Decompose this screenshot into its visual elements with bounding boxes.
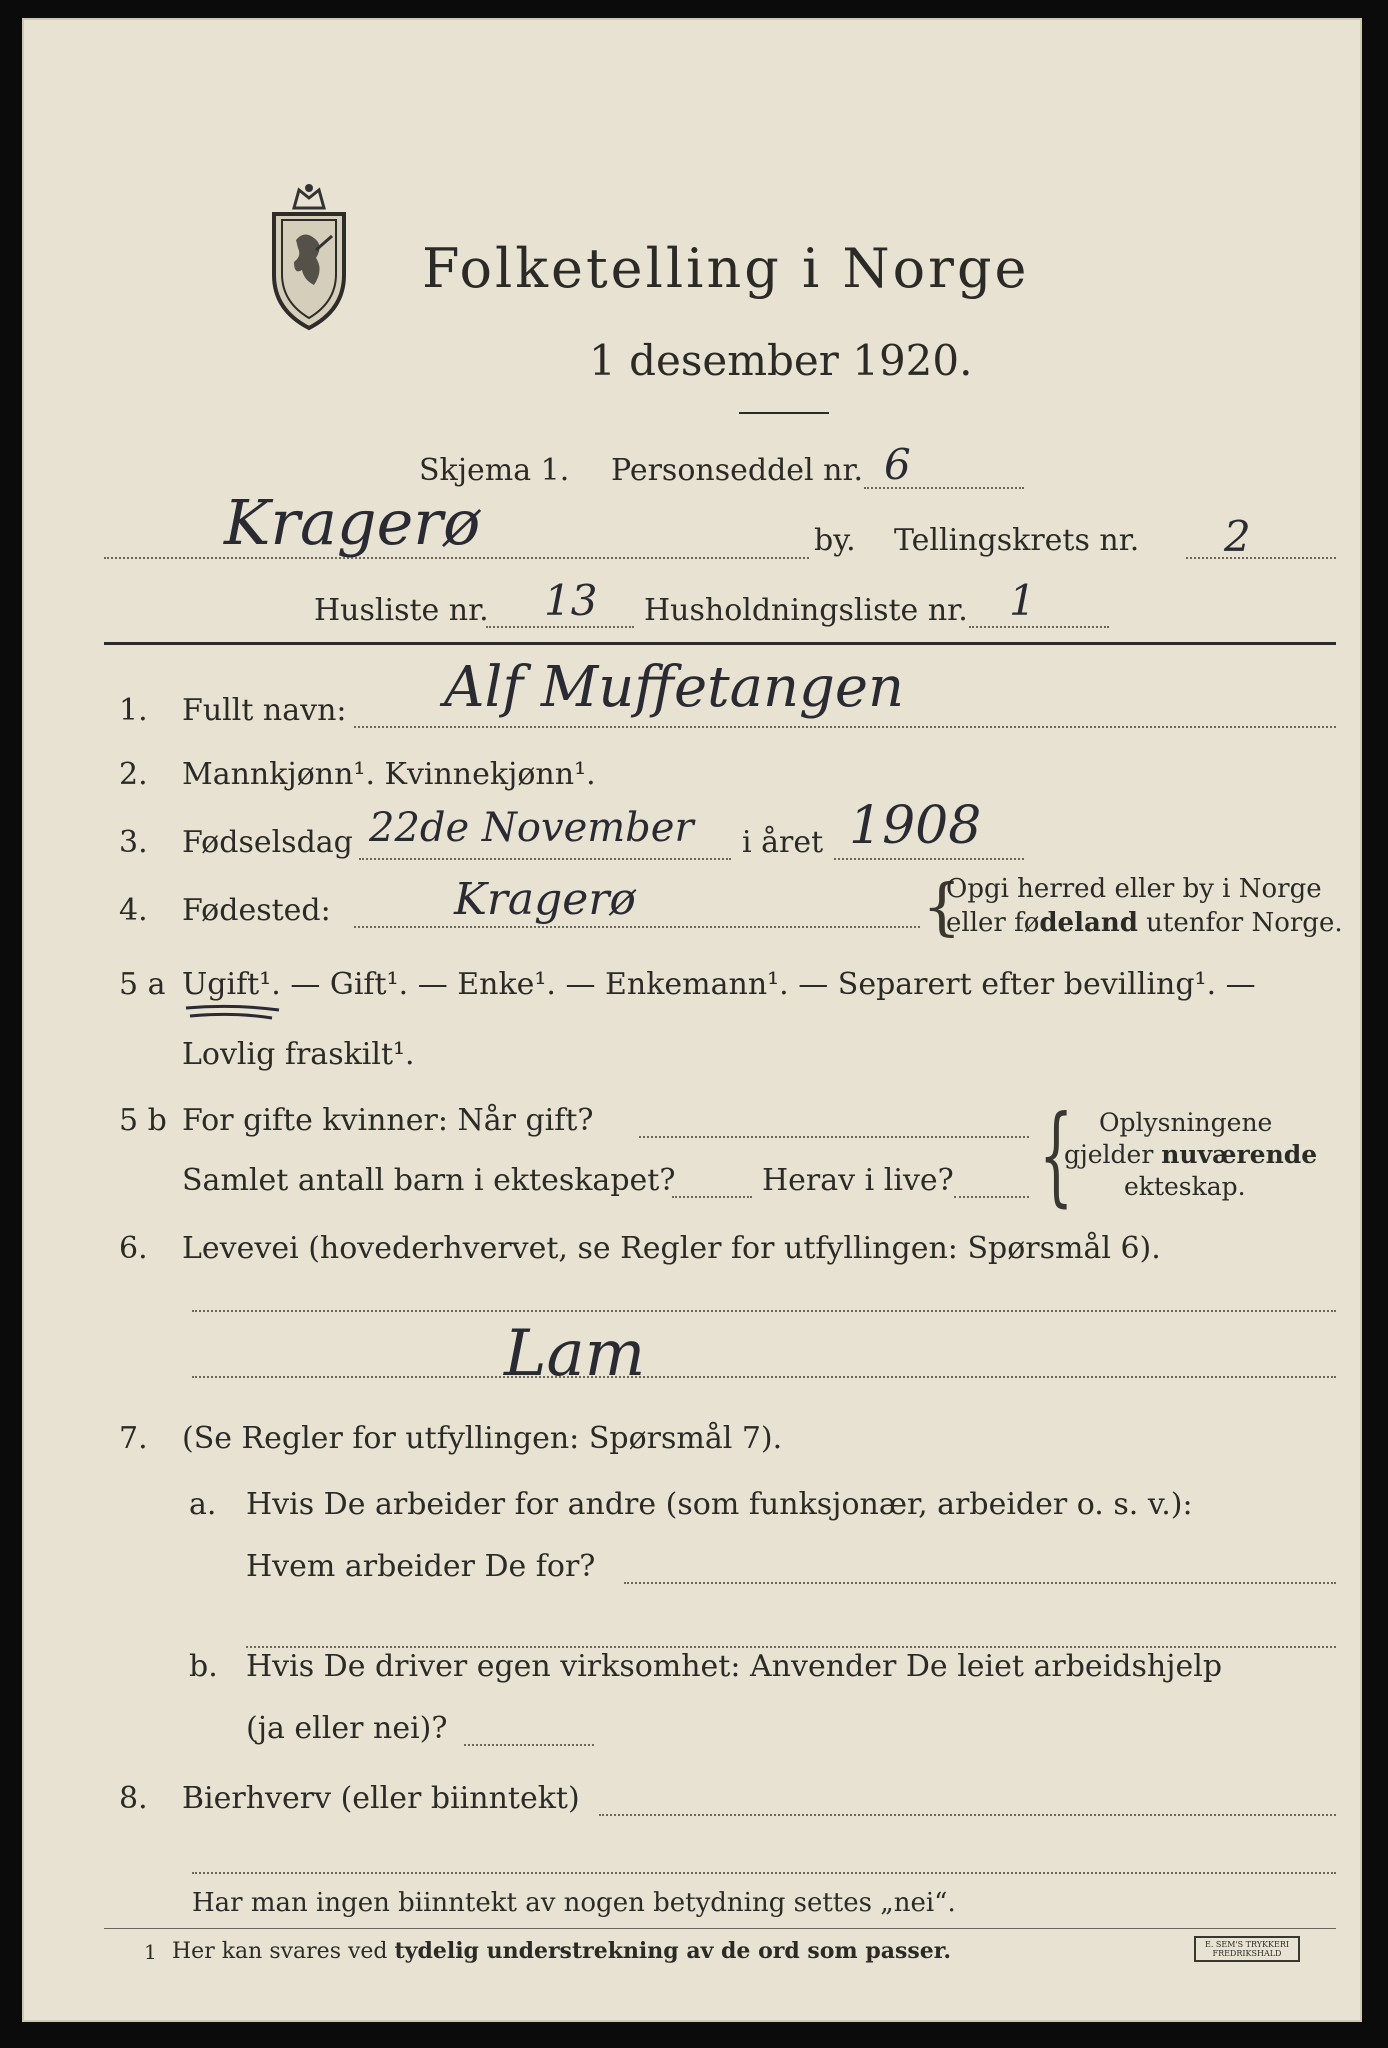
form-title: Folketelling i Norge [422, 237, 1030, 300]
side-income-field-2[interactable] [192, 1872, 1336, 1874]
footnote-text: Her kan svares ved tydelig understrekning av de ord som passer. [172, 1938, 952, 1964]
q7-label: (Se Regler for utfyllingen: Spørsmål 7). [182, 1421, 783, 1456]
q5b-note-line2: gjelder nuværende [1064, 1140, 1318, 1169]
husliste-field[interactable] [486, 626, 634, 628]
q8-number: 8. [119, 1781, 148, 1816]
q7-number: 7. [119, 1421, 148, 1456]
printer-stamp [1194, 1936, 1300, 1962]
footnote-rule [104, 1928, 1336, 1929]
q5b-note-line3: ekteskap. [1124, 1172, 1246, 1201]
occupation-field-2[interactable] [192, 1376, 1336, 1378]
q3-year-label: i året [742, 825, 824, 860]
printer-line2: FREDRIKSHALD [1212, 1949, 1282, 1958]
employer-field-1[interactable] [624, 1582, 1336, 1584]
header-rule [104, 642, 1336, 645]
q6-number: 6. [119, 1231, 148, 1266]
husholdningsliste-value: 1 [1009, 576, 1036, 625]
q2-gender-options[interactable]: Mannkjønn¹. Kvinnekjønn¹. [182, 757, 596, 792]
q1-label: Fullt navn: [182, 693, 347, 728]
q2-number: 2. [119, 757, 148, 792]
husholdningsliste-field[interactable] [969, 626, 1109, 628]
q3-number: 3. [119, 825, 148, 860]
q4-brace: { [922, 870, 962, 943]
q5b-line1: For gifte kvinner: Når gift? [182, 1103, 594, 1138]
tellingskrets-label: Tellingskrets nr. [894, 523, 1140, 558]
married-when-field[interactable] [639, 1136, 1029, 1138]
q5b-number: 5 b [119, 1103, 167, 1138]
side-income-note: Har man ingen biinntekt av nogen betydning settes „nei“. [192, 1888, 956, 1918]
children-alive-field[interactable] [954, 1196, 1029, 1198]
birthplace-value: Kragerø [454, 874, 636, 925]
tellingskrets-value: 2 [1224, 512, 1251, 561]
birth-year-field[interactable] [834, 858, 1024, 860]
birthplace-field[interactable] [354, 926, 920, 928]
children-total-field[interactable] [672, 1196, 752, 1198]
census-date: 1 desember 1920. [589, 336, 973, 385]
birth-year-value: 1908 [849, 796, 982, 856]
coat-of-arms-icon [254, 180, 364, 330]
q6-label: Levevei (hovederhvervet, se Regler for utfyllingen: Spørsmål 6). [182, 1231, 1161, 1266]
census-form [22, 18, 1362, 2022]
q7a-line1: Hvis De arbeider for andre (som funksjonær, arbeider o. s. v.): [246, 1487, 1193, 1522]
side-income-field-1[interactable] [599, 1814, 1336, 1816]
city-value: Kragerø [224, 486, 481, 559]
title-divider [739, 412, 829, 414]
q5a-number: 5 a [119, 967, 166, 1002]
personseddel-label: Personseddel nr. [611, 453, 864, 488]
employer-field-2[interactable] [246, 1646, 1336, 1648]
husliste-label: Husliste nr. [314, 593, 489, 628]
q3-label: Fødselsdag [182, 825, 353, 860]
full-name-field[interactable] [354, 726, 1336, 728]
q1-number: 1. [119, 693, 148, 728]
husholdningsliste-label: Husholdningsliste nr. [644, 593, 968, 628]
full-name-value: Alf Muffetangen [444, 655, 905, 720]
q7b-line1: Hvis De driver egen virksomhet: Anvender De leiet arbeidshjelp [246, 1649, 1223, 1684]
birthday-value: 22de November [369, 805, 694, 851]
q5a-marital-options[interactable]: Ugift¹. — Gift¹. — Enke¹. — Enkemann¹. — Separert efter bevilling¹. — [182, 967, 1256, 1002]
q7b-letter: b. [189, 1649, 218, 1684]
ugift-underline [184, 1002, 294, 1022]
occupation-field-1[interactable] [192, 1310, 1336, 1312]
q4-note-line2: eller fødeland utenfor Norge. [946, 908, 1343, 938]
birthday-field[interactable] [359, 858, 731, 860]
q5b-alive-label: Herav i live? [762, 1163, 954, 1198]
footnote-mark: 1 [144, 1940, 157, 1964]
printer-line1: E. SEM'S TRYKKERI [1204, 1940, 1290, 1949]
personseddel-value: 6 [884, 440, 911, 489]
q7a-letter: a. [189, 1487, 217, 1522]
q5b-brace: { [1039, 1093, 1074, 1218]
husliste-value: 13 [544, 576, 598, 625]
occupation-value: Lam [504, 1317, 646, 1391]
tellingskrets-field[interactable] [1186, 557, 1336, 559]
q7a-line2: Hvem arbeider De for? [246, 1549, 596, 1584]
q4-number: 4. [119, 893, 148, 928]
q5b-note-line1: Oplysningene [1099, 1108, 1273, 1137]
hired-help-field[interactable] [464, 1744, 594, 1746]
skjema-label: Skjema 1. [419, 453, 570, 488]
q4-label: Fødested: [182, 893, 331, 928]
q5b-children-label: Samlet antall barn i ekteskapet? [182, 1163, 676, 1198]
q4-note-line1: Opgi herred eller by i Norge [946, 874, 1322, 904]
q7b-line2: (ja eller nei)? [246, 1711, 448, 1746]
q8-label: Bierhverv (eller biinntekt) [182, 1781, 580, 1816]
by-label: by. [814, 523, 856, 558]
q5a-line2[interactable]: Lovlig fraskilt¹. [182, 1037, 415, 1072]
